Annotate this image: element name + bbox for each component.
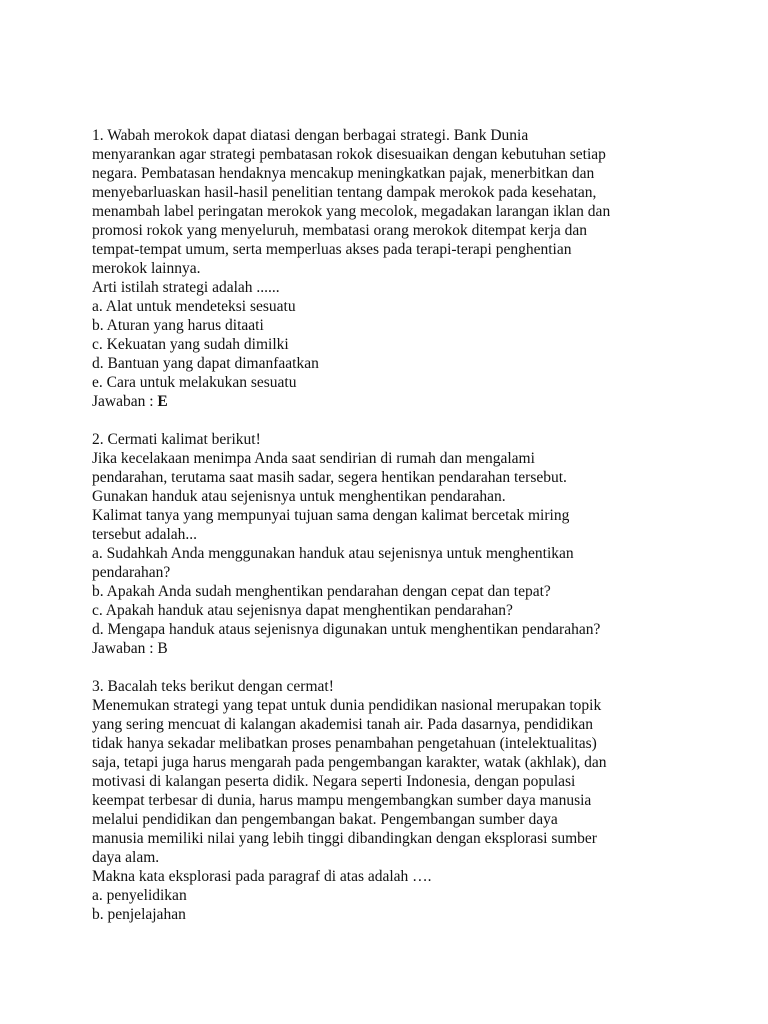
text-line: keempat terbesar di dunia, harus mampu mengembangkan sumber daya manusia	[92, 792, 592, 809]
option-a: a. penyelidikan	[92, 887, 187, 904]
document-page	[92, 126, 692, 924]
text-line: Kalimat tanya yang mempunyai tujuan sama dengan kalimat bercetak miring	[92, 507, 570, 524]
question-3-options	[92, 886, 692, 924]
text-line: merokok lainnya.	[92, 260, 201, 277]
option-c: c. Kekuatan yang sudah dimilki	[92, 336, 289, 353]
text-line: menyarankan agar strategi pembatasan rokok disesuaikan dengan kebutuhan setiap	[92, 146, 606, 163]
text-line: manusia memiliki nilai yang lebih tinggi dibandingkan dengan eksplorasi sumber	[92, 830, 597, 847]
question-2	[92, 430, 692, 658]
option-a-continued: pendarahan?	[92, 564, 171, 581]
question-prompt: tersebut adalah...	[92, 526, 198, 543]
question-1-options	[92, 297, 692, 392]
text-line: 2. Cermati kalimat berikut!	[92, 431, 261, 448]
option-e: e. Cara untuk melakukan sesuatu	[92, 374, 297, 391]
question-1-stem	[92, 126, 692, 297]
text-line: negara. Pembatasan hendaknya mencakup meningkatkan pajak, menerbitkan dan	[92, 165, 595, 182]
text-line: promosi rokok yang menyeluruh, membatasi orang merokok ditempat kerja dan	[92, 222, 588, 239]
text-line: 1. Wabah merokok dapat diatasi dengan berbagai strategi. Bank Dunia	[92, 127, 529, 144]
text-line: menambah label peringatan merokok yang mecolok, megadakan larangan iklan dan	[92, 203, 611, 220]
spacer	[92, 658, 692, 677]
option-b: b. Aturan yang harus ditaati	[92, 317, 264, 334]
question-3-stem	[92, 677, 692, 886]
text-line: daya alam.	[92, 849, 160, 866]
answer-line: Jawaban : B	[92, 640, 168, 657]
option-d: d. Bantuan yang dapat dimanfaatkan	[92, 355, 319, 372]
question-prompt: Makna kata eksplorasi pada paragraf di atas adalah ….	[92, 868, 432, 885]
text-line: motivasi di kalangan peserta didik. Negara seperti Indonesia, dengan populasi	[92, 773, 576, 790]
answer-line	[92, 392, 692, 411]
text-line: saja, tetapi juga harus mengarah pada pengembangan karakter, watak (akhlak), dan	[92, 754, 607, 771]
answer-prefix: Jawaban :	[92, 393, 158, 410]
text-line: tidak hanya sekadar melibatkan proses penambahan pengetahuan (intelektualitas)	[92, 735, 597, 752]
question-prompt: Arti istilah strategi adalah ......	[92, 279, 280, 296]
text-line: Gunakan handuk atau sejenisnya untuk menghentikan pendarahan.	[92, 488, 506, 505]
option-d: d. Mengapa handuk ataus sejenisnya digunakan untuk menghentikan pendarahan?	[92, 621, 601, 638]
option-a: a. Alat untuk mendeteksi sesuatu	[92, 298, 296, 315]
text-line: Jika kecelakaan menimpa Anda saat sendirian di rumah dan mengalami	[92, 450, 535, 467]
option-b: b. penjelajahan	[92, 906, 186, 923]
question-1	[92, 126, 692, 411]
option-c: c. Apakah handuk atau sejenisnya dapat menghentikan pendarahan?	[92, 602, 513, 619]
text-line: tempat-tempat umum, serta memperluas akses pada terapi-terapi penghentian	[92, 241, 572, 258]
text-line: menyebarluaskan hasil-hasil penelitian tentang dampak merokok pada kesehatan,	[92, 184, 597, 201]
spacer	[92, 411, 692, 430]
option-a: a. Sudahkah Anda menggunakan handuk atau sejenisnya untuk menghentikan	[92, 545, 574, 562]
answer-key: E	[157, 393, 168, 410]
text-line: pendarahan, terutama saat masih sadar, segera hentikan pendarahan tersebut.	[92, 469, 567, 486]
question-2-options	[92, 544, 692, 639]
option-b: b. Apakah Anda sudah menghentikan pendarahan dengan cepat dan tepat?	[92, 583, 551, 600]
text-line: melalui pendidikan dan pengembangan bakat. Pengembangan sumber daya	[92, 811, 558, 828]
text-line: yang sering mencuat di kalangan akademisi tanah air. Pada dasarnya, pendidikan	[92, 716, 593, 733]
question-2-stem	[92, 430, 692, 544]
text-line: Menemukan strategi yang tepat untuk dunia pendidikan nasional merupakan topik	[92, 697, 602, 714]
question-3	[92, 677, 692, 924]
text-line: 3. Bacalah teks berikut dengan cermat!	[92, 678, 334, 695]
